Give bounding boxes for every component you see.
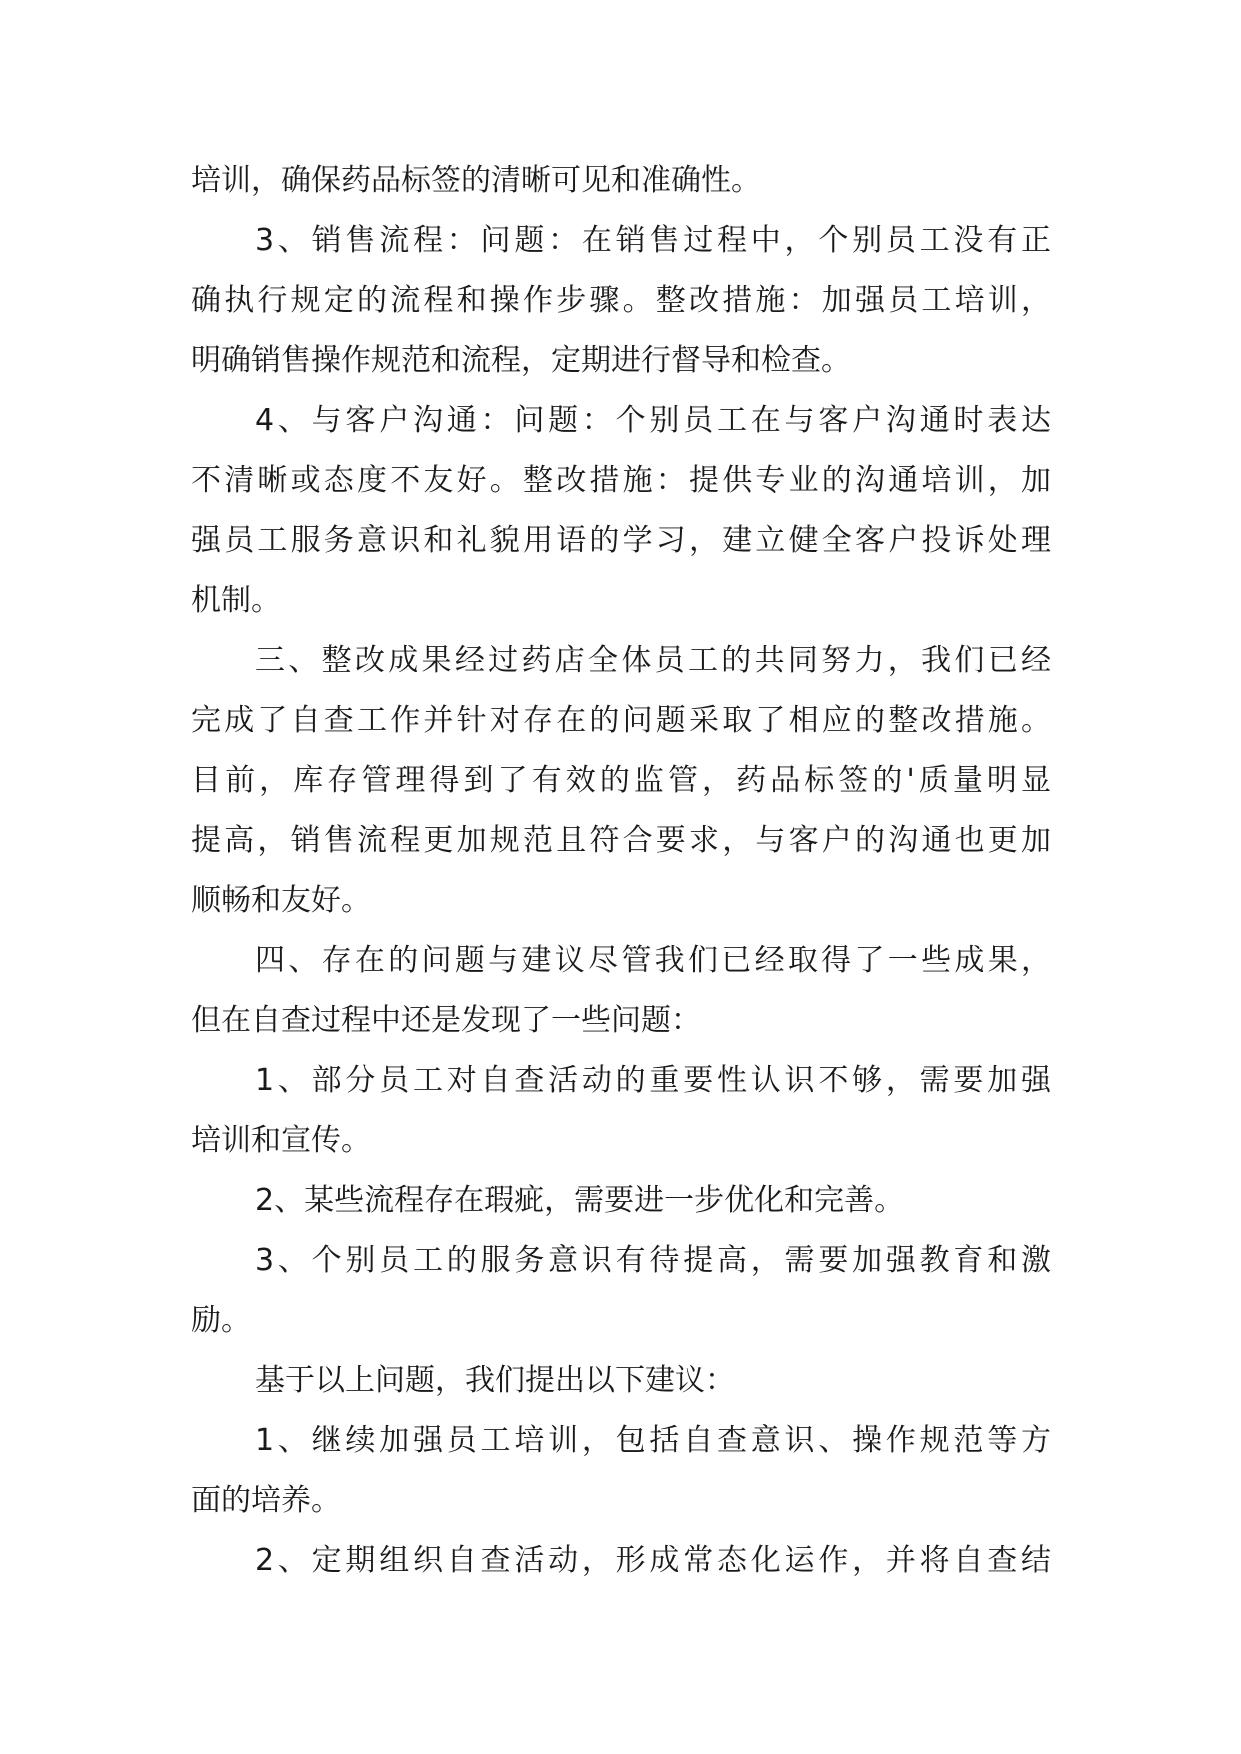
- text-line: 四、存在的问题与建议尽管我们已经取得了一些成果，: [255, 943, 1051, 978]
- text-line: 2、定期组织自查活动，形成常态化运作，并将自查结: [255, 1543, 1051, 1578]
- text-line: 完成了自查工作并针对存在的问题采取了相应的整改措施。: [191, 703, 1051, 738]
- text-line: 目前，库存管理得到了有效的监管，药品标签的'质量明显: [191, 763, 1051, 798]
- text-line: 但在自查过程中还是发现了一些问题：: [191, 1003, 701, 1038]
- document-body: [191, 151, 1051, 1591]
- text-line: 明确销售操作规范和流程，定期进行督导和检查。: [191, 343, 851, 378]
- text-line: 培训和宣传。: [191, 1123, 371, 1158]
- text-line: 机制。: [191, 583, 281, 618]
- text-line: 2、某些流程存在瑕疵，需要进一步优化和完善。: [255, 1183, 905, 1218]
- text-line: 励。: [191, 1303, 251, 1338]
- text-line: 4、与客户沟通：问题：个别员工在与客户沟通时表达: [255, 403, 1051, 438]
- text-line: 培训，确保药品标签的清晰可见和准确性。: [191, 163, 761, 198]
- text-line: 3、销售流程：问题：在销售过程中，个别员工没有正: [255, 223, 1051, 258]
- text-line: 确执行规定的流程和操作步骤。整改措施：加强员工培训，: [191, 283, 1051, 318]
- text-line: 三、整改成果经过药店全体员工的共同努力，我们已经: [255, 643, 1051, 678]
- text-line: 面的培养。: [191, 1483, 341, 1518]
- text-line: 强员工服务意识和礼貌用语的学习，建立健全客户投诉处理: [191, 523, 1051, 558]
- text-line: 提高，销售流程更加规范且符合要求，与客户的沟通也更加: [191, 823, 1051, 858]
- text-line: 顺畅和友好。: [191, 883, 371, 918]
- text-line: 3、个别员工的服务意识有待提高，需要加强教育和激: [255, 1243, 1051, 1278]
- text-line: 基于以上问题，我们提出以下建议：: [255, 1363, 735, 1398]
- text-line: 不清晰或态度不友好。整改措施：提供专业的沟通培训，加: [191, 463, 1051, 498]
- text-line: 1、继续加强员工培训，包括自查意识、操作规范等方: [255, 1423, 1051, 1458]
- text-line: 1、部分员工对自查活动的重要性认识不够，需要加强: [255, 1063, 1051, 1098]
